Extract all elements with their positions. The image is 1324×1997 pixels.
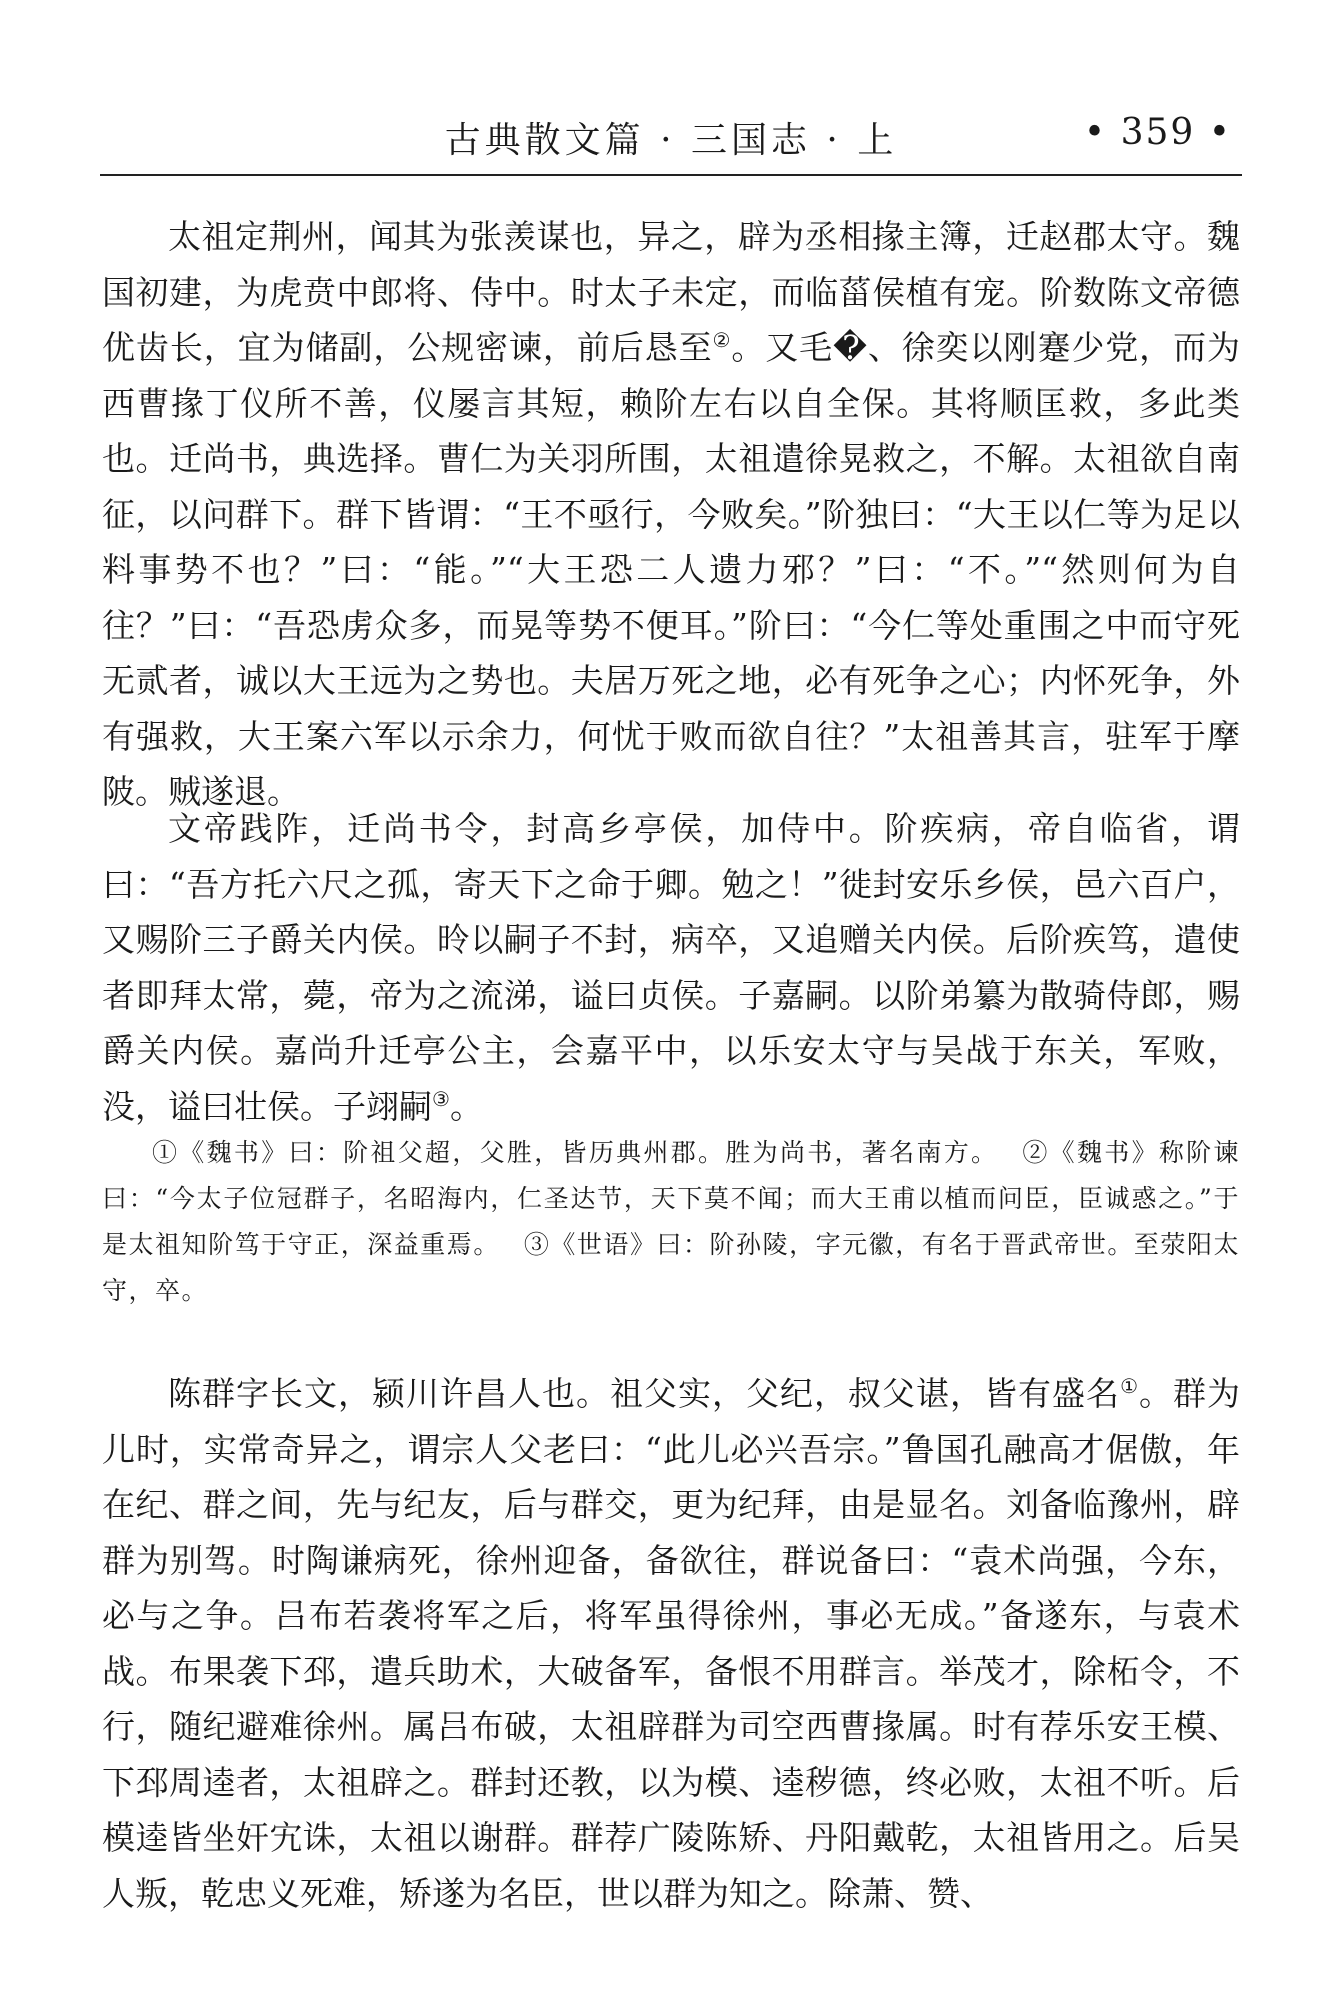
paragraph-3: [102, 1366, 1240, 1921]
footnote-3: ③《世语》曰：阶孙陵，字元徽，有名于晋武帝世。至荥阳太守，卒。: [102, 1230, 1240, 1305]
text-run: 文帝践阼，迁尚书令，封高乡亭侯，加侍中。阶疾病，帝自临省，谓曰：“吾方托六尺之孤，寄天下之命于卿。勉之！”徙封安乐乡侯，邑六百户，又赐阶三子爵关内侯。昤以嗣子不封，病卒，又追赠关内侯。后阶疾笃，遣使者即拜太常，薨，帝为之流涕，谥曰贞侯。子嘉嗣。以阶弟纂为散骑侍郎，赐爵关内侯。嘉尚升迁亭公主，会嘉平中，以乐安太守与吴战于东关，军败，没，谥曰壮侯。子翊嗣: [102, 809, 1240, 1126]
paragraph-text: [102, 801, 1240, 1134]
header-title: 古典散文篇 · 三国志 · 上: [444, 120, 898, 161]
text-run: 。群为儿时，实常奇异之，谓宗人父老曰：“此儿必兴吾宗。”鲁国孔融高才倨傲，年在纪、群之间，先与纪友，后与群交，更为纪拜，由是显名。刘备临豫州，辟群为别驾。时陶谦病死，徐州迎备，备欲往，群说备曰：“袁术尚强，今东，必与之争。吕布若袭将军之后，将军虽得徐州，事必无成。”备遂东，与袁术战。布果袭下邳，遣兵助术，大破备军，备恨不用群言。举茂才，除柘令，不行，随纪避难徐州。属吕布破，太祖辟群为司空西曹掾属。时有荐乐安王模、下邳周逵者，太祖辟之。群封还教，以为模、逵秽德，终必败，太祖不听。后模逵皆坐奸宄诛，太祖以谢群。群荐广陵陈矫、丹阳戴乾，太祖皆用之。后吴人叛，乾忠义死难，矫遂为名臣，世以群为知之。除萧、赞、: [102, 1374, 1241, 1913]
paragraph-2: [102, 801, 1240, 1134]
text-run: 。: [449, 1086, 483, 1126]
footnote-2: ②《魏书》称阶谏曰：“今太子位冠群子，名昭海内，仁圣达节，天下莫不闻；而大王甫以植而问臣，臣诚惑之。”于是太祖知阶笃于守正，深益重焉。: [102, 1138, 1240, 1259]
footnotes: [102, 1130, 1240, 1314]
footnote-marker: ①: [1120, 1374, 1139, 1398]
running-header: [100, 104, 1242, 176]
paragraph-text: [102, 1366, 1240, 1921]
text-run: 。又毛�、徐奕以刚蹇少党，而为西曹掾丁仪所不善，仪屡言其短，赖阶左右以自全保。其将顺匡救，多此类也。迁尚书，典选择。曹仁为关羽所围，太祖遣徐晃救之，不解。太祖欲自南征，以问群下。群下皆谓：“王不亟行，今败矣。”阶独曰：“大王以仁等为足以料事势不也？”曰：“能。”“大王恐二人遗力邪？”曰：“不。”“然则何为自往？”曰：“吾恐虏众多，而晃等势不便耳。”阶曰：“今仁等处重围之中而守死无贰者，诚以大王远为之势也。夫居万死之地，必有死争之心；内怀死争，外有强救，大王案六军以示余力，何忧于败而欲自往？”太祖善其言，驻军于摩陂。贼遂退。: [102, 328, 1241, 811]
paragraph-1: [102, 209, 1240, 820]
footnote-marker: ②: [712, 328, 732, 352]
footnote-marker: ③: [432, 1086, 450, 1111]
text-run: 太祖定荆州，闻其为张羡谋也，异之，辟为丞相掾主簿，迁赵郡太守。魏国初建，为虎贲中郎将、侍中。时太子未定，而临菑侯植有宠。阶数陈文帝德优齿长，宜为储副，公规密谏，前后恳至: [102, 217, 1240, 367]
paragraph-text: [102, 209, 1240, 820]
text-run: 陈群字长文，颍川许昌人也。祖父实，父纪，叔父谌，皆有盛名: [168, 1374, 1121, 1413]
footnote-1: ①《魏书》曰：阶祖父超，父胜，皆历典州郡。胜为尚书，著名南方。: [152, 1138, 999, 1167]
page-number: • 359 •: [1083, 112, 1232, 153]
